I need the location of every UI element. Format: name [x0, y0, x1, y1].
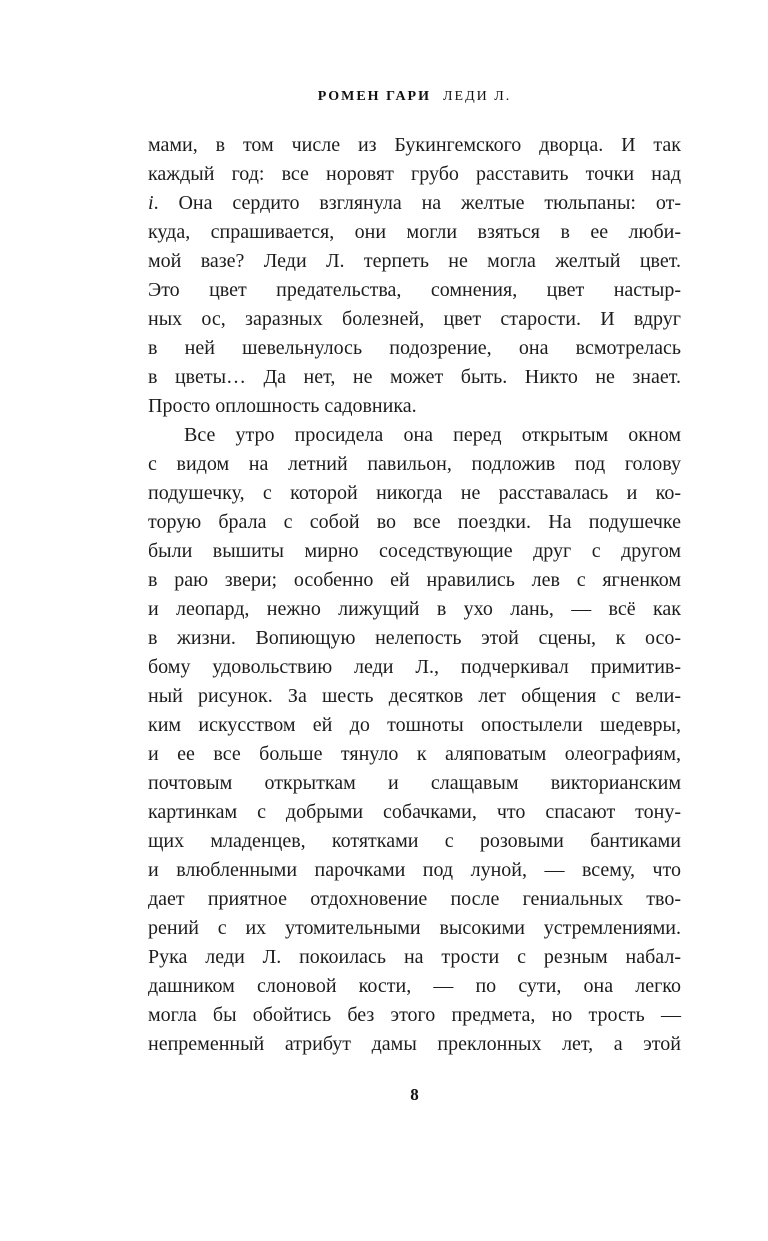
text-line: в ней шевельнулось подозрение, она всмотрелась [148, 337, 681, 359]
text-line: непременный атрибут дамы преклонных лет, а этой [148, 1033, 681, 1055]
text-line: и влюбленными парочками под луной, — всему, что [148, 859, 681, 881]
header-book-title: ЛЕДИ Л. [443, 89, 512, 104]
text-line: мой вазе? Леди Л. терпеть не могла желтый цвет. [148, 250, 681, 272]
text-line: Это цвет предательства, сомнения, цвет настыр- [148, 279, 681, 301]
italic-text: i [148, 192, 154, 214]
text-line: щих младенцев, котятками с розовыми бантиками [148, 830, 681, 852]
page-body [148, 131, 681, 1059]
text-line: и леопард, нежно лижущий в ухо лань, — всё как [148, 598, 681, 620]
paragraph [148, 421, 681, 1059]
text-line: в раю звери; особенно ей нравились лев с ягненком [148, 569, 681, 591]
text-line: ный рисунок. За шесть десятков лет общения с вели- [148, 685, 681, 707]
text-line: дашником слоновой кости, — по сути, она легко [148, 975, 681, 997]
text-line: дает приятное отдохновение после гениальных тво- [148, 888, 681, 910]
text-column [148, 88, 681, 1059]
text-line: ким искусством ей до тошноты опостылели шедевры, [148, 714, 681, 736]
text-line: были вышиты мирно соседствующие друг с другом [148, 540, 681, 562]
text-line: почтовым открыткам и слащавым викторианским [148, 772, 681, 794]
text-line: i. Она сердито взглянула на желтые тюльпаны: от- [148, 192, 681, 214]
text-line: мами, в том числе из Букингемского дворца. И так [148, 134, 681, 156]
text-line: рений с их утомительными высокими устремлениями. [148, 917, 681, 939]
text-line: каждый год: все норовят грубо расставить точки над [148, 163, 681, 185]
text-line: бому удовольствию леди Л., подчеркивал примитив- [148, 656, 681, 678]
text-line: ных ос, заразных болезней, цвет старости. И вдруг [148, 308, 681, 330]
page-number: 8 [410, 1085, 419, 1104]
text-line: и ее все больше тянуло к аляповатым олеографиям, [148, 743, 681, 765]
paragraph [148, 131, 681, 421]
text-line: торую брала с собой во все поездки. На подушечке [148, 511, 681, 533]
text-line: Рука леди Л. покоилась на трости с резным набал- [148, 946, 681, 968]
running-header [148, 88, 681, 106]
text-line: в жизни. Вопиющую нелепость этой сцены, к осо- [148, 627, 681, 649]
text-line: могла бы обойтись без этого предмета, но трость — [148, 1004, 681, 1026]
text-line: в цветы… Да нет, не может быть. Никто не знает. [148, 366, 681, 388]
text-line: Просто оплошность садовника. [148, 395, 417, 417]
text-line: картинкам с добрыми собачками, что спасают тону- [148, 801, 681, 823]
text-line: Все утро просидела она перед открытым окном [184, 424, 681, 446]
text-line: подушечку, с которой никогда не расставалась и ко- [148, 482, 681, 504]
text-line: куда, спрашивается, они могли взяться в ее люби- [148, 221, 681, 243]
text-line: с видом на летний павильон, подложив под голову [148, 453, 681, 475]
header-author: РОМЕН ГАРИ [317, 89, 432, 104]
